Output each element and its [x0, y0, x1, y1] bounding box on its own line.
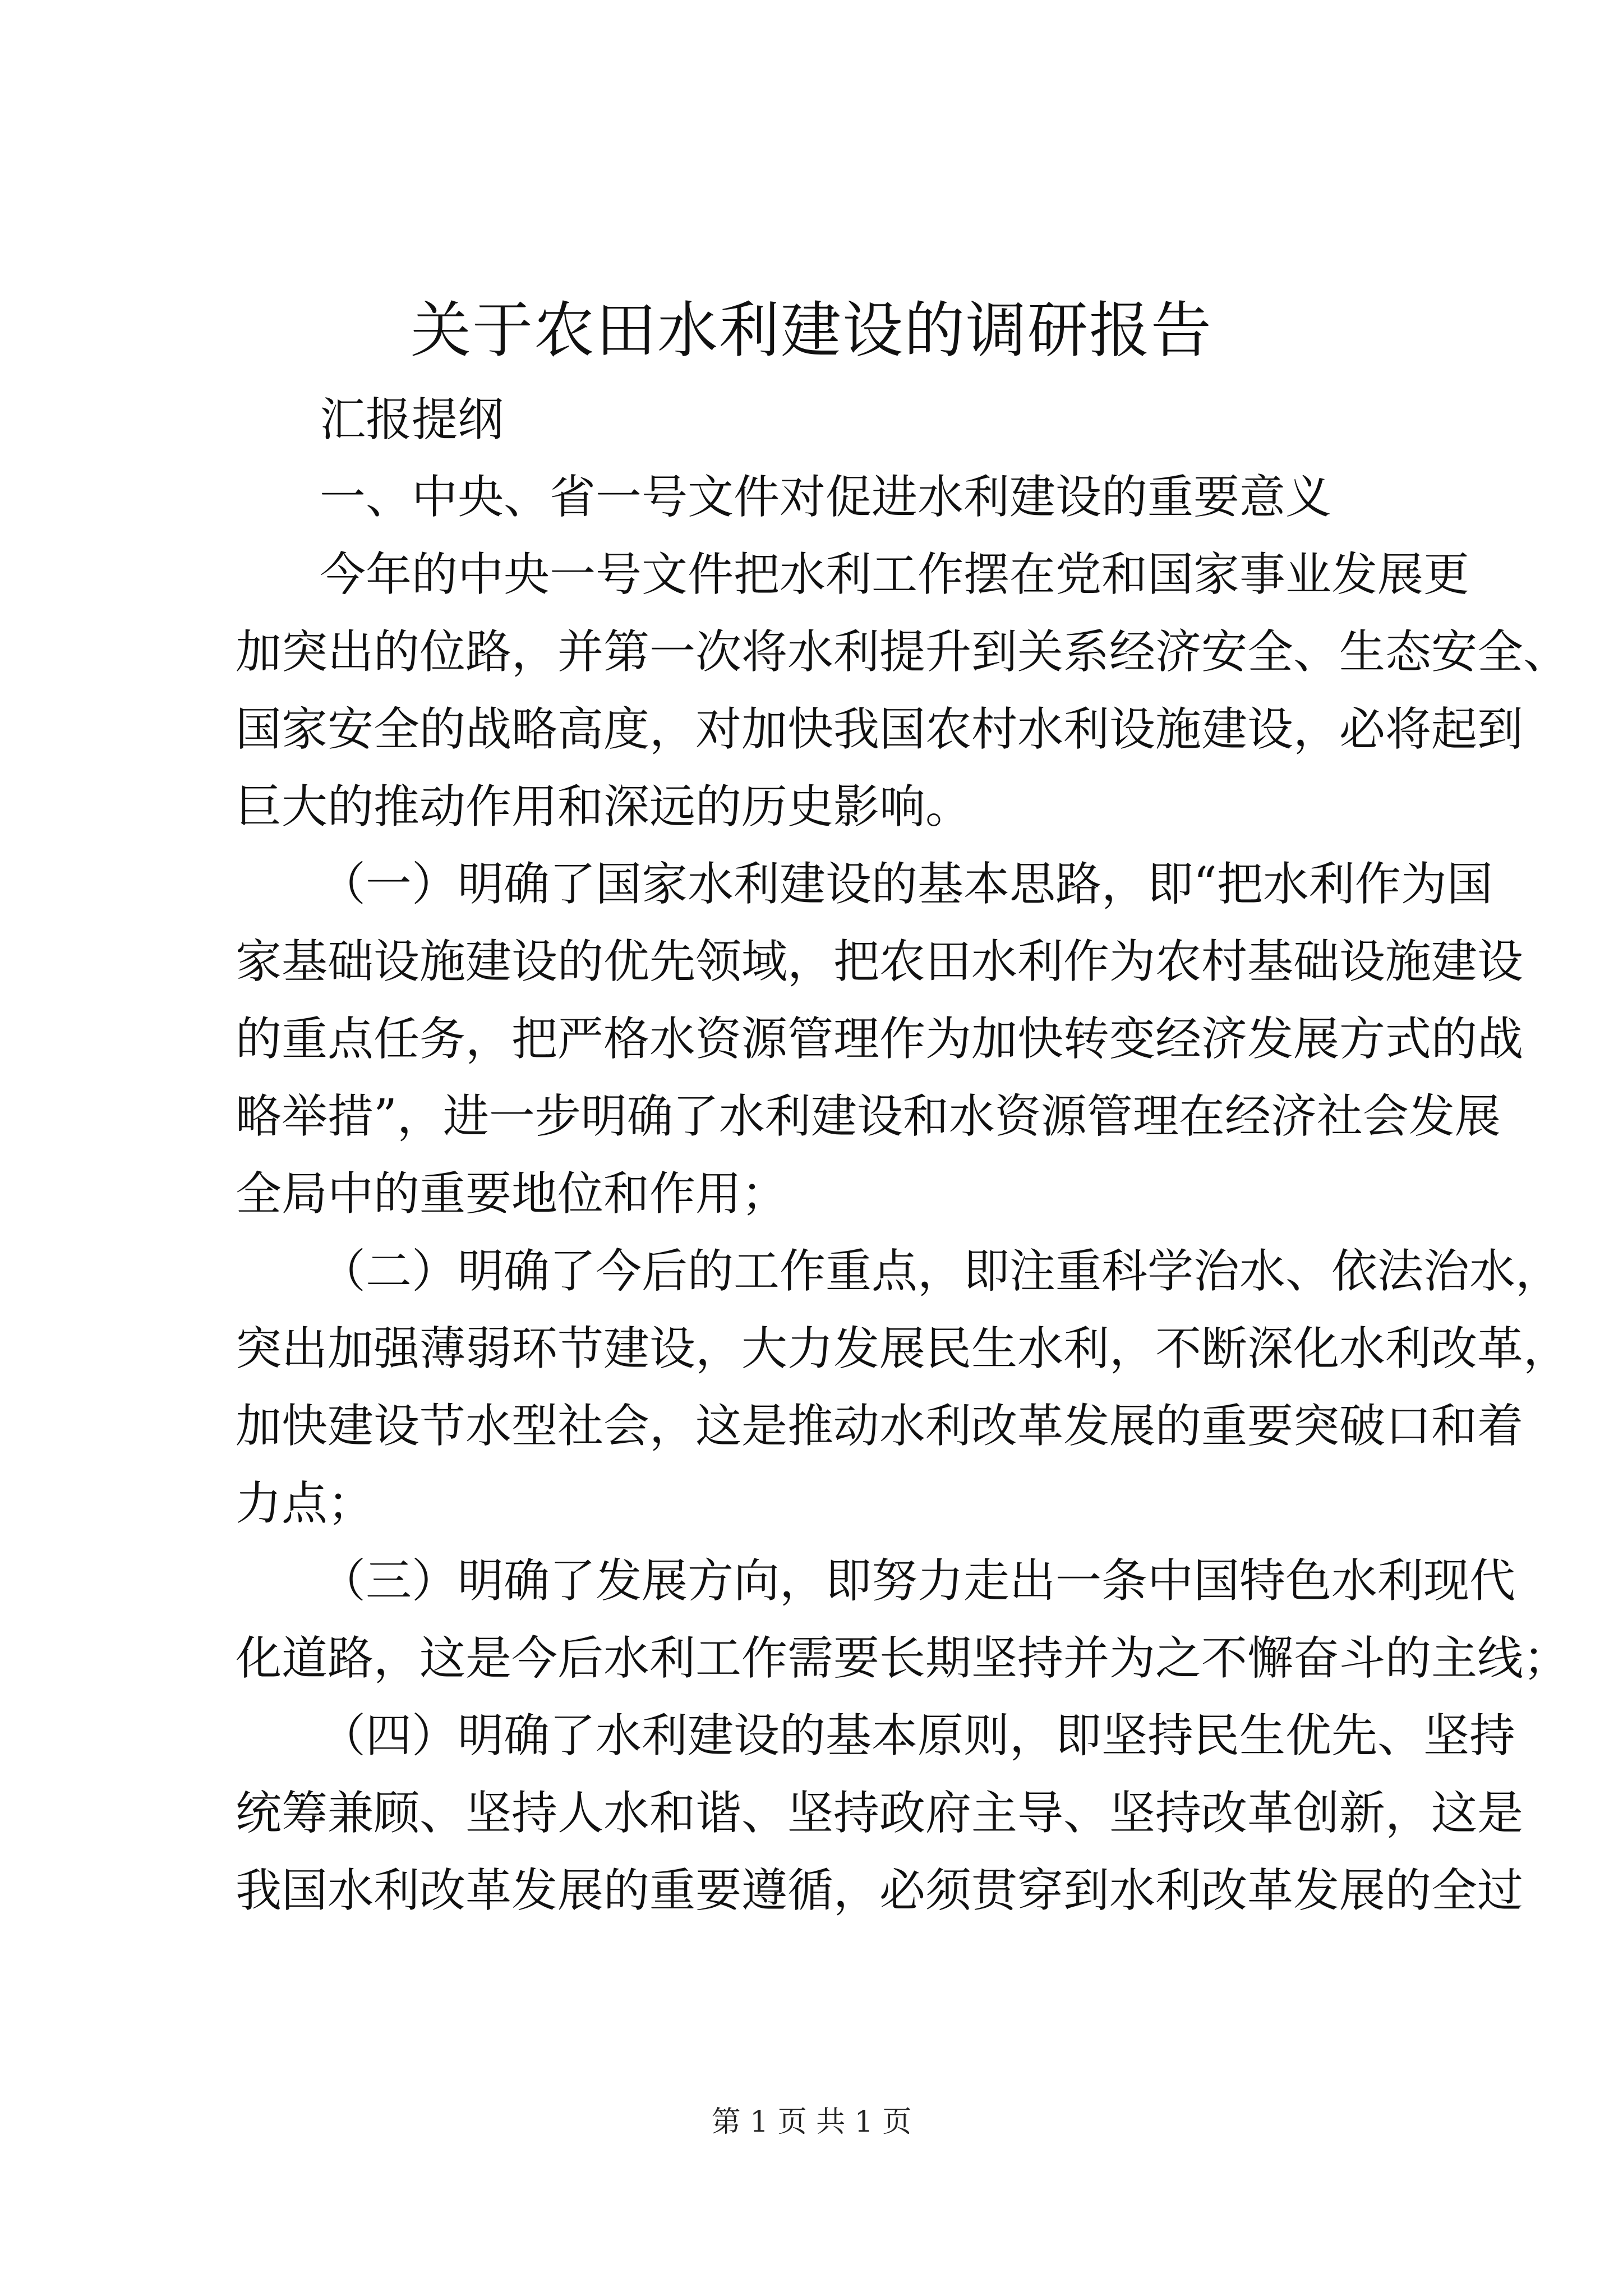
- text-line: 加快建设节水型社会，这是推动水利改革发展的重要突破口和着: [236, 1400, 1524, 1453]
- text-line: 的重点任务，把严格水资源管理作为加快转变经济发展方式的战: [236, 1013, 1524, 1066]
- text-line: （三）明确了发展方向，即努力走出一条中国特色水利现代: [320, 1554, 1516, 1608]
- text-line: 突出加强薄弱环节建设，大力发展民生水利，不断深化水利改革，: [236, 1322, 1570, 1375]
- text-line: 汇报提纲: [320, 393, 504, 447]
- text-line: 今年的中央一号文件把水利工作摆在党和国家事业发展更: [320, 548, 1470, 601]
- text-line: 加突出的位路，并第一次将水利提升到关系经济安全、生态安全、: [236, 625, 1570, 679]
- text-line: 全局中的重要地位和作用；: [236, 1167, 788, 1221]
- text-line: 力点；: [236, 1477, 374, 1530]
- text-line: （四）明确了水利建设的基本原则，即坚持民生优先、坚持: [320, 1709, 1516, 1763]
- text-line: 巨大的推动作用和深远的历史影响。: [236, 780, 972, 834]
- text-line: 统筹兼顾、坚持人水和谐、坚持政府主导、坚持改革创新，这是: [236, 1787, 1524, 1840]
- text-line: 一、中央、省一号文件对促进水利建设的重要意义: [320, 471, 1332, 524]
- text-line: 家基础设施建设的优先领域，把农田水利作为农村基础设施建设: [236, 935, 1524, 988]
- text-line: 我国水利改革发展的重要遵循，必须贯穿到水利改革发展的全过: [236, 1864, 1524, 1917]
- page-footer: 第 1 页 共 1 页: [711, 2105, 912, 2139]
- text-line: （一）明确了国家水利建设的基本思路，即“把水利作为国: [320, 858, 1493, 911]
- text-line: 国家安全的战略高度，对加快我国农村水利设施建设，必将起到: [236, 703, 1524, 756]
- text-line: 略举措”，进一步明确了水利建设和水资源管理在经济社会发展: [236, 1090, 1501, 1143]
- document-body: [236, 381, 1570, 1930]
- document-title: 关于农田水利建设的调研报告: [410, 296, 1212, 366]
- text-line: 化道路，这是今后水利工作需要长期坚持并为之不懈奋斗的主线；: [236, 1632, 1570, 1685]
- text-line: （二）明确了今后的工作重点，即注重科学治水、依法治水，: [320, 1245, 1562, 1298]
